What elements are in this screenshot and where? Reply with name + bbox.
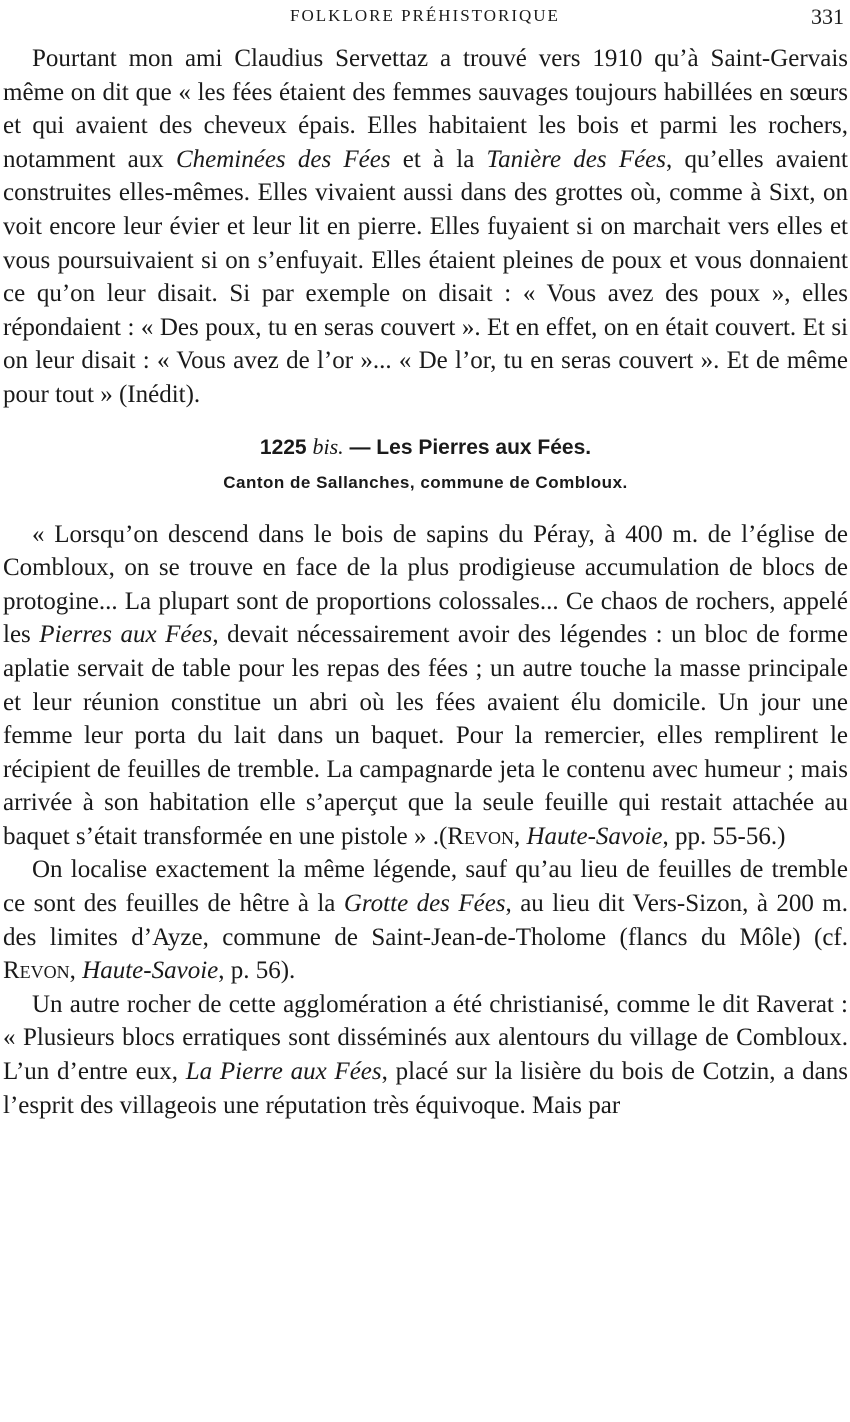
- text-run: ,: [69, 957, 83, 985]
- text-run: Un autre rocher de cette agglomération a été christianisé, comme le dit Raverat : « Plusieurs blocs erratiques sont disséminés aux alentours du village de Combloux. L’un d’entre eux,: [3, 990, 848, 1086]
- section-bis: bis.: [312, 433, 344, 459]
- italic-place-name: Pierres aux Fées: [39, 621, 213, 649]
- author-name: Revon: [447, 822, 514, 850]
- text-run: , pp. 55-56.): [662, 822, 786, 850]
- paragraph-combloux: [3, 518, 848, 854]
- text-run: , p. 56).: [218, 957, 296, 985]
- italic-book-title: Haute-Savoie: [526, 822, 663, 850]
- text-run: et à la: [390, 145, 487, 173]
- italic-place-name: Cheminées des Fées: [175, 145, 391, 173]
- paragraph-servettaz: [3, 42, 848, 412]
- italic-place-name: Grotte des Fées: [343, 890, 506, 918]
- section-title: — Les Pierres aux Fées.: [343, 435, 592, 459]
- paragraph-raverat: [3, 988, 848, 1122]
- section-number: 1225: [259, 435, 313, 459]
- text-run: , au lieu dit Vers-Sizon, à 200 m. des limites d’Ayze, commune de Saint-Jean-de-Tholome (flancs du Môle) (cf.: [3, 890, 848, 951]
- section-subtitle: Canton de Sallanches, commune de Combloux.: [223, 472, 628, 492]
- body-text: [3, 42, 848, 1122]
- text-run: , devait nécessairement avoir des légendes : un bloc de forme aplatie servait de table pour les repas des fées ; un autre touche la masse principale et leur réunion constitue un abri où les fées avaient élu domicile. Un jour une femme leur porta du lait dans un baquet. Pour la remercier, elles remplirent le récipient de feuilles de tremble. La campagnarde jeta le contenu avec humeur ; mais arrivée à son habitation elle s’aperçut que la seule feuille qui restait attachée au baquet s’était transformée en une pistole » .(: [3, 621, 848, 850]
- text-run: On localise exactement la même légende, sauf qu’au lieu de feuilles de tremble ce sont des feuilles de hêtre à la: [3, 856, 848, 918]
- text-run: , qu’elles avaient construites elles-mêmes. Elles vivaient aussi dans des grottes où, comme à Sixt, on voit encore leur évier et leur lit en pierre. Elles fuyaient si on marchait vers elles et vous poursuivaient si on s’enfuyait. Elles étaient pleines de poux et vous donnaient ce qu’on leur disait. Si par exemple on disait : « Vous avez des poux », elles répondaient : « Des poux, tu en seras couvert ». Et en effet, on en était couvert. Et si on leur disait : « Vous avez de l’or »... « De l’or, tu en seras couvert ». Et de même pour tout » (Inédit).: [3, 145, 848, 408]
- italic-book-title: Haute-Savoie: [82, 957, 219, 985]
- author-name: Revon: [3, 957, 70, 985]
- text-run: , placé sur la lisière du bois de Cotzin, a dans l’esprit des villageois une réputation très équivoque. Mais par: [3, 1058, 848, 1119]
- paragraph-vers-sizon: [3, 853, 848, 987]
- running-title: FOLKLORE PRÉHISTORIQUE: [290, 6, 560, 25]
- text-run: ,: [513, 822, 527, 850]
- text-run: « Lorsqu’on descend dans le bois de sapins du Péray, à 400 m. de l’église de Combloux, on se trouve en face de la plus prodigieuse accumulation de blocs de protogine... La plupart sont de proportions colossales... Ce chaos de rochers, appelé les: [3, 520, 848, 649]
- italic-place-name: La Pierre aux Fées: [185, 1058, 382, 1086]
- italic-place-name: Tanière des Fées: [486, 145, 667, 173]
- text-run: Pourtant mon ami Claudius Servettaz a trouvé vers 1910 qu’à Saint-Gervais même on dit que « les fées étaient des femmes sauvages toujours habillées en sœurs et qui avaient des cheveux épais. Elles habitaient les bois et parmi les rochers, notamment aux: [3, 45, 848, 173]
- running-header: [0, 4, 850, 30]
- section-heading: [3, 430, 848, 464]
- page-number: 331: [811, 4, 844, 29]
